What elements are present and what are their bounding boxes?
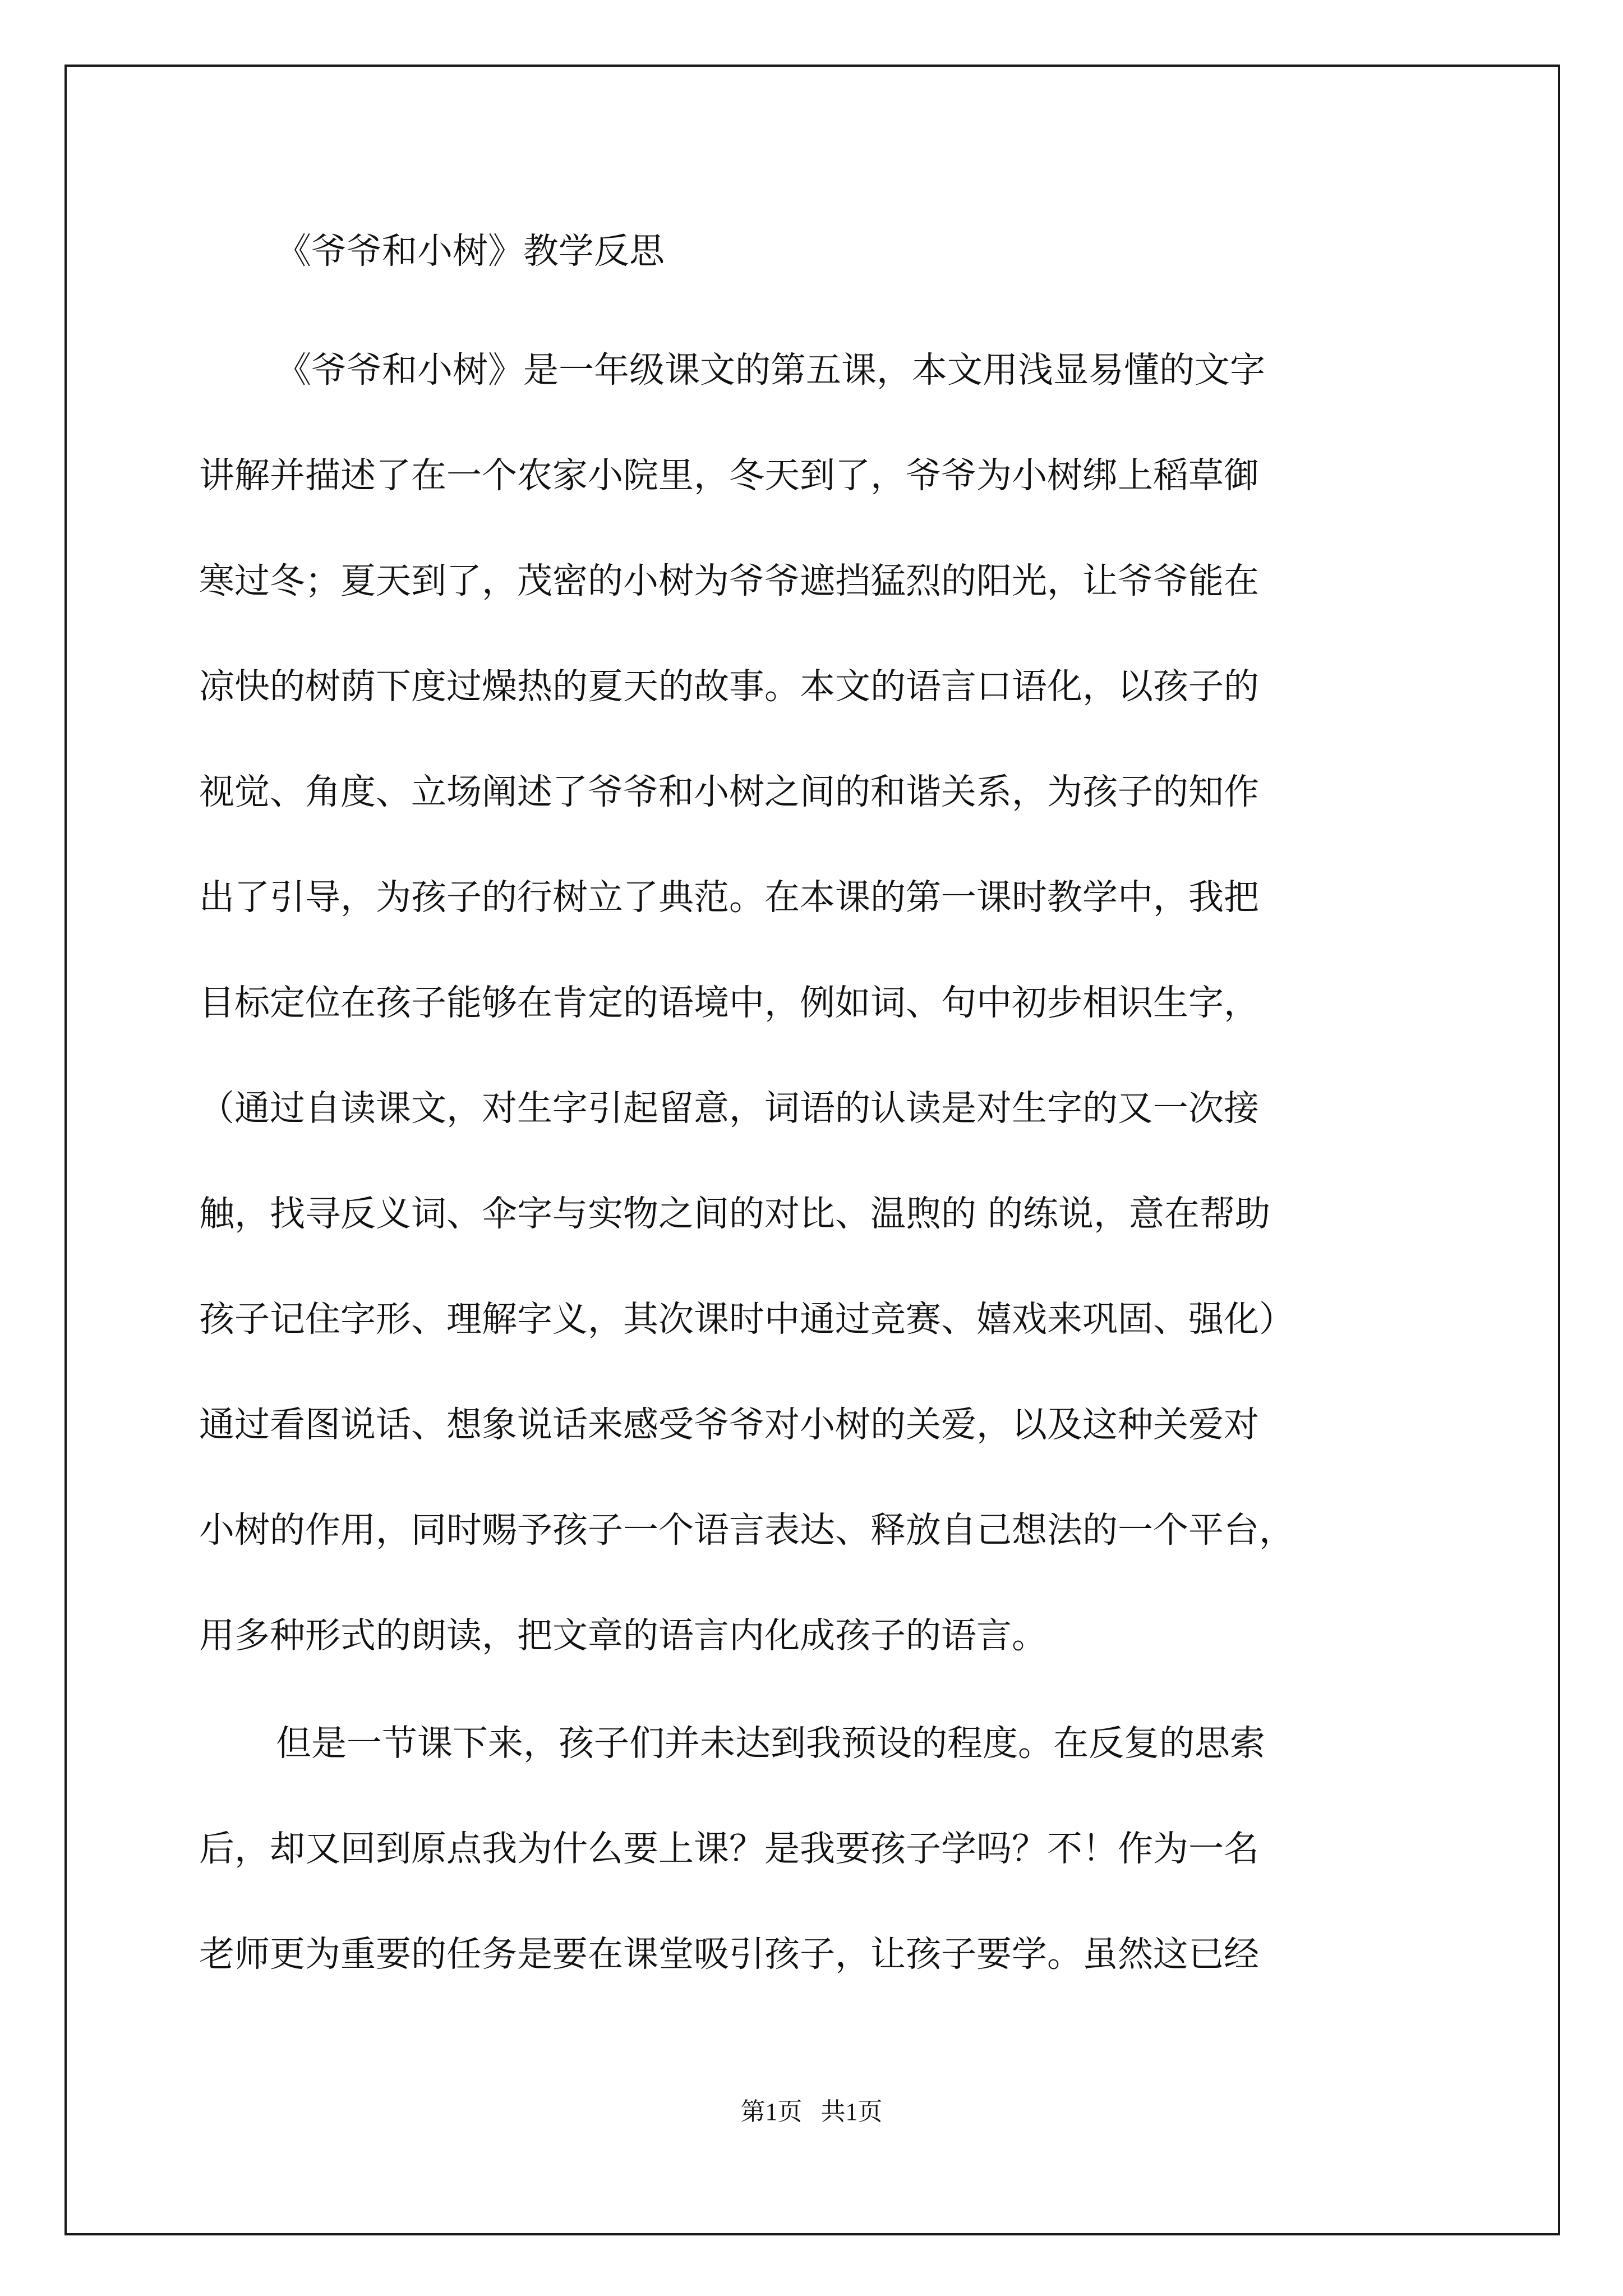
- page-number-footer: 第1页 共1页: [740, 2098, 883, 2125]
- text-line: 目标定位在孩子能够在肯定的语境中，例如词、句中初步相识生字，: [199, 982, 1259, 1023]
- text-line: （通过自读课文，对生字引起留意，词语的认读是对生字的又一次接: [199, 1088, 1259, 1129]
- text-line: 视觉、角度、立场阐述了爷爷和小树之间的和谐关系，为孩子的知作: [199, 771, 1259, 812]
- text-line: 出了引导，为孩子的行树立了典范。在本课的第一课时教学中，我把: [199, 877, 1259, 918]
- text-line: 凉快的树荫下度过燥热的夏天的故事。本文的语言口语化，以孩子的: [199, 666, 1259, 707]
- text-line: 老师更为重要的任务是要在课堂吸引孩子，让孩子要学。虽然这已经: [199, 1934, 1259, 1975]
- text-line: 用多种形式的朗读，把文章的语言内化成孩子的语言。: [199, 1615, 1047, 1656]
- text-line: 但是一节课下来，孩子们并未达到我预设的程度。在反复的思索: [276, 1723, 1265, 1764]
- text-line: 寒过冬；夏天到了，茂密的小树为爷爷遮挡猛烈的阳光，让爷爷能在: [199, 560, 1259, 601]
- document-title: 《爷爷和小树》教学反思: [276, 231, 665, 272]
- text-line: 小树的作用，同时赐予孩子一个语言表达、释放自己想法的一个平台，: [199, 1510, 1294, 1550]
- paragraph-2: [199, 1691, 1433, 2007]
- text-line: 通过看图说话、想象说话来感受爷爷对小树的关爱，以及这种关爱对: [199, 1404, 1259, 1445]
- text-line: 《爷爷和小树》是一年级课文的第五课，本文用浅显易懂的文字: [276, 349, 1265, 390]
- text-line: 后，却又回到原点我为什么要上课？是我要孩子学吗？不！作为一名: [199, 1828, 1259, 1869]
- document-body: [199, 212, 1433, 2007]
- text-line: 孩子记住字形、理解字义，其次课时中通过竞赛、嬉戏来巩固、强化）: [199, 1299, 1294, 1340]
- text-line: 讲解并描述了在一个农家小院里，冬天到了，爷爷为小树绑上稻草御: [199, 455, 1259, 496]
- paragraph-1: [199, 318, 1433, 1688]
- text-line: 触，找寻反义词、伞字与实物之间的对比、温煦的 的练说，意在帮助: [199, 1193, 1271, 1234]
